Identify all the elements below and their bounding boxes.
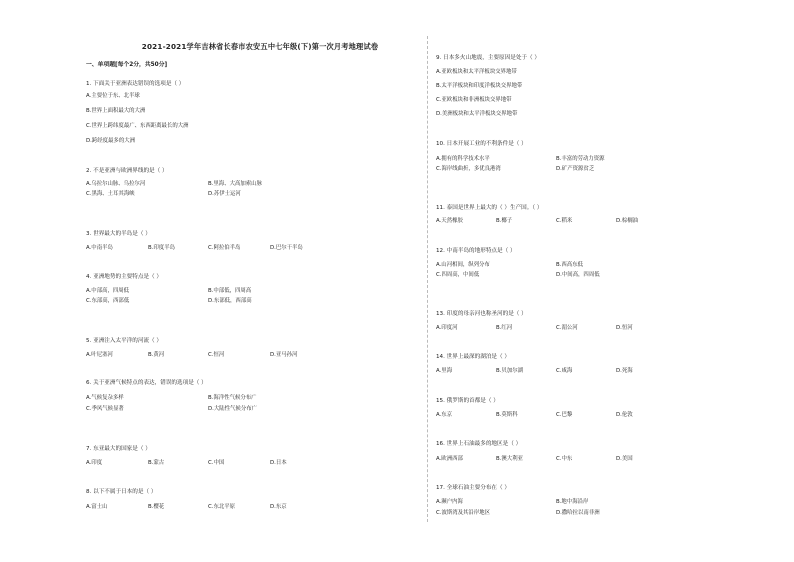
option: C.波斯湾及其沿岸地区: [436, 510, 490, 516]
option: A.气候复杂多样: [86, 395, 124, 401]
option: B.莫斯科: [496, 412, 518, 418]
question-1: 1. 下面关于亚洲表达错误的选项是（ ）: [86, 81, 185, 87]
question-5: 5. 亚洲注入太平洋的河流（ ）: [86, 338, 163, 344]
option: D.棕榈油: [616, 218, 639, 224]
question-11: 11. 泰国是世界上最大的（ ）生产国。（ ）: [436, 205, 543, 211]
option: B.印度半岛: [148, 245, 175, 251]
question-16: 16. 世界上石油最多的地区是（ ）: [436, 441, 522, 447]
question-9: 9. 日本多火山地震，主要原因是处于（ ）: [436, 55, 540, 61]
option: D.东部低，西部高: [208, 298, 252, 304]
question-3: 3. 世界最大的半岛是（ ）: [86, 231, 151, 237]
option: A.富士山: [86, 504, 108, 510]
option: A.印度: [86, 460, 103, 466]
option: B.樱花: [148, 504, 165, 510]
option: D.东京: [270, 504, 287, 510]
question-2: 2. 不是亚洲与欧洲界线的是（ ）: [86, 168, 168, 174]
question-8: 8. 以下不属于日本的是（ ）: [86, 489, 157, 495]
option: B.西高东低: [556, 262, 583, 268]
option: B.蒙古: [148, 460, 165, 466]
option: A.欧洲西部: [436, 456, 463, 462]
question-4: 4. 亚洲地势的主要特点是（ ）: [86, 274, 163, 280]
option: D.亚马孙河: [270, 352, 298, 358]
question-6: 6. 关于亚洲气候特点的表达，错误的选项是（ ）: [86, 380, 207, 386]
option: C.季风气候显著: [86, 406, 124, 412]
option: A.濒户内海: [436, 499, 463, 505]
option: C.东部高，西部低: [86, 298, 130, 304]
option: B.黄河: [148, 352, 165, 358]
option: C.中国: [208, 460, 225, 466]
option: D.大陆性气候分布广: [208, 406, 257, 412]
question-15: 15. 俄罗斯的首都是（ ）: [436, 398, 499, 404]
option: A.东京: [436, 412, 453, 418]
option: C.海岸线曲折，多优良港湾: [436, 166, 501, 172]
option: A.拥有的科学技术水平: [436, 156, 490, 162]
option: D.美国: [616, 456, 633, 462]
option: B.丰富的劳动力资源: [556, 156, 605, 162]
question-7: 7. 东亚最大的国家是（ ）: [86, 446, 151, 452]
option: D.苏伊士运河: [208, 191, 241, 197]
option: D.美洲板块和太平洋板块交界地带: [436, 111, 518, 117]
option: B.红河: [496, 325, 513, 331]
question-17: 17. 全球石油主要分布在（ ）: [436, 485, 510, 491]
option: A.中部高，四周低: [86, 288, 130, 294]
option: B.中部低，四周高: [208, 288, 252, 294]
option: C.四周高，中间低: [436, 272, 480, 278]
option: B.太平洋板块和印度洋板块交界地带: [436, 83, 523, 89]
column-divider: [427, 36, 428, 522]
option: B.贝加尔湖: [496, 368, 523, 374]
option: B.地中海沿岸: [556, 499, 589, 505]
option: B.海洋性气候分布广: [208, 395, 257, 401]
option: A.叶尼塞河: [86, 352, 113, 358]
section-heading: 一、单项题[每个2分，共50分]: [86, 62, 168, 68]
option: D.日本: [270, 460, 287, 466]
option: D.死海: [616, 368, 633, 374]
option: D.中间高，四周低: [556, 272, 600, 278]
option: C.亚欧板块和非洲板块交界地带: [436, 97, 512, 103]
option: C.黑海、土耳其海峡: [86, 191, 135, 197]
option: C.湄公河: [556, 325, 578, 331]
option: D.撒哈拉以南非洲: [556, 510, 600, 516]
option: A.乌拉尔山脉、乌拉尔河: [86, 181, 146, 187]
option: A.亚欧板块和太平洋板块交界地带: [436, 69, 517, 75]
option: A.山河相间，纵列分布: [436, 262, 490, 268]
option: B.里海、大高加索山脉: [208, 181, 262, 187]
option: B.澳大利亚: [496, 456, 523, 462]
option: D.巴尔干半岛: [270, 245, 303, 251]
option: A.天然橡胶: [436, 218, 463, 224]
question-12: 12. 中南半岛的地形特点是（ ）: [436, 248, 516, 254]
page-title: 2021-2021学年吉林省长春市农安五中七年级(下)第一次月考地理试卷: [141, 42, 379, 51]
option: C.中东: [556, 456, 573, 462]
option: C.世界上跨纬度最广、东西距离最长的大洲: [86, 123, 189, 129]
option: D.跨经度最多的大洲: [86, 138, 135, 144]
option: D.伦敦: [616, 412, 633, 418]
question-10: 10. 日本开展工业的不利条件是（ ）: [436, 141, 527, 147]
option: C.阿拉伯半岛: [208, 245, 241, 251]
option: A.印度河: [436, 325, 458, 331]
option: C.东北平原: [208, 504, 236, 510]
option: A.中南半岛: [86, 245, 113, 251]
option: C.恒河: [208, 352, 225, 358]
option: C.巴黎: [556, 412, 573, 418]
option: C.稻米: [556, 218, 573, 224]
option: B.椰子: [496, 218, 513, 224]
question-14: 14. 世界上最深的湖泊是（ ）: [436, 354, 510, 360]
option: A.里海: [436, 368, 453, 374]
question-13: 13. 印度的母亲河也称圣河的是（ ）: [436, 311, 527, 317]
option: B.世界上面积最大的大洲: [86, 108, 146, 114]
option: C.咸海: [556, 368, 573, 374]
option: D.矿产资源贫乏: [556, 166, 595, 172]
option: D.恒河: [616, 325, 633, 331]
option: A.主要位于东、北半球: [86, 93, 140, 99]
